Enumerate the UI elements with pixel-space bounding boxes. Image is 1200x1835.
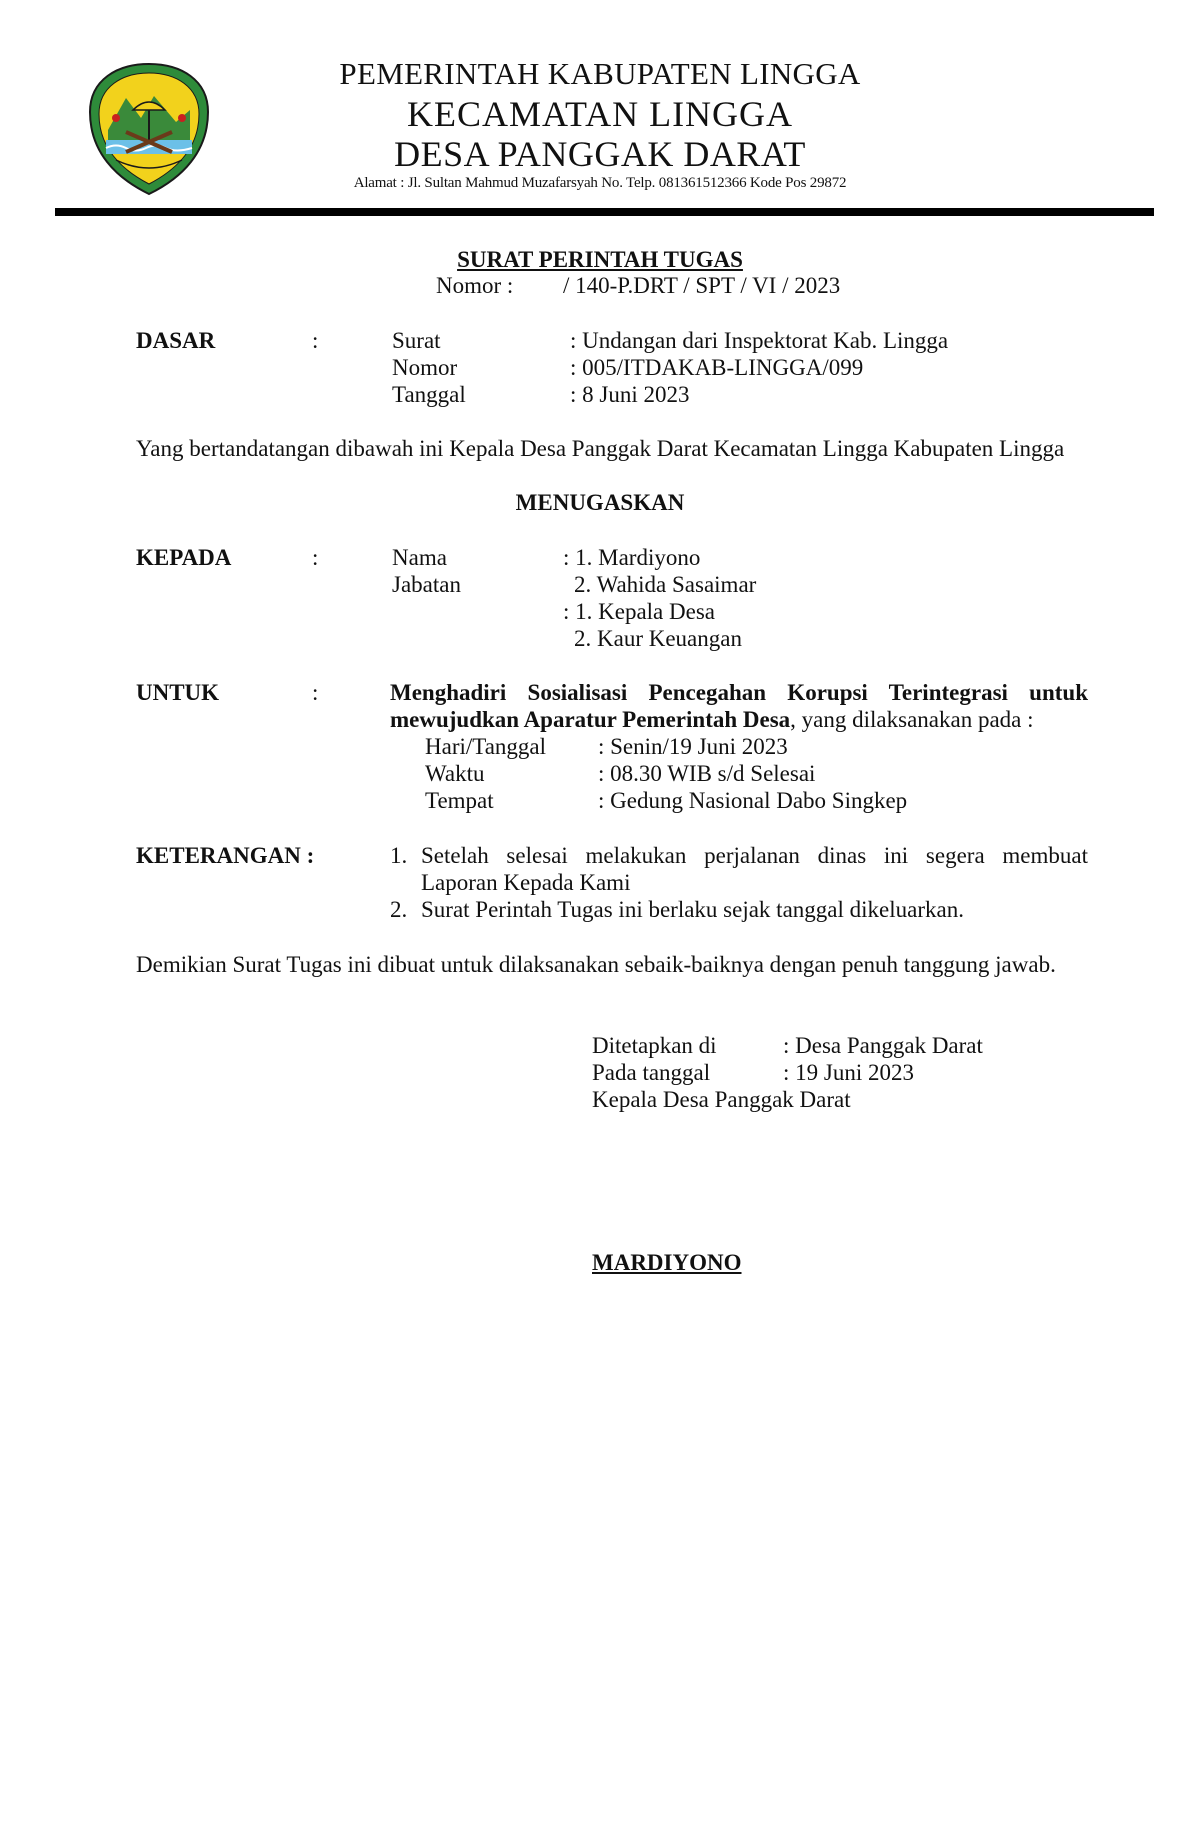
untuk-purpose-line1: Menghadiri Sosialisasi Pencegahan Korupsi Terintegrasi untuk <box>390 680 1088 705</box>
letterhead-government: PEMERINTAH KABUPATEN LINGGA <box>339 56 861 91</box>
document-title: SURAT PERINTAH TUGAS <box>457 247 743 272</box>
signer-position: Kepala Desa Panggak Darat <box>592 1087 851 1112</box>
signer-name: MARDIYONO <box>592 1250 742 1275</box>
closing-paragraph: Demikian Surat Tugas ini dibuat untuk dilaksanakan sebaik-baiknya dengan penuh tanggung jawab. <box>136 952 1056 977</box>
tanggal-key: Pada tanggal <box>592 1060 711 1085</box>
detail-value: : Gedung Nasional Dabo Singkep <box>598 788 908 813</box>
keterangan-number: 1. <box>390 843 408 868</box>
untuk-colon: : <box>312 680 319 705</box>
detail-value: : Senin/19 Juni 2023 <box>598 734 788 759</box>
dasar-key: Surat <box>392 328 441 353</box>
untuk-purpose-bold: mewujudkan Aparatur Pemerintah Desa <box>390 707 791 732</box>
dasar-key: Tanggal <box>392 382 466 407</box>
menugaskan-heading: MENUGASKAN <box>515 490 685 515</box>
jabatan-key: Jabatan <box>392 572 461 597</box>
ditetapkan-value: : Desa Panggak Darat <box>783 1033 983 1058</box>
intro-paragraph: Yang bertandatangan dibawah ini Kepala Desa Panggak Darat Kecamatan Lingga Kabupaten Lingga <box>136 436 1065 461</box>
letterhead-village: DESA PANGGAK DARAT <box>394 134 806 174</box>
ditetapkan-key: Ditetapkan di <box>592 1033 717 1058</box>
keterangan-item1-line2: Laporan Kepada Kami <box>421 870 631 895</box>
letterhead-divider <box>55 208 1154 216</box>
detail-key: Waktu <box>425 761 485 786</box>
kepada-label: KEPADA <box>136 545 232 570</box>
dasar-value: : Undangan dari Inspektorat Kab. Lingga <box>570 328 949 353</box>
kepada-line: : 1. Mardiyono <box>563 545 701 570</box>
dasar-key: Nomor <box>392 355 458 380</box>
tanggal-value: : 19 Juni 2023 <box>783 1060 914 1085</box>
keterangan-number: 2. <box>390 897 408 922</box>
keterangan-item1-line1: Setelah selesai melakukan perjalanan dinas ini segera membuat <box>421 843 1088 868</box>
kepada-colon: : <box>312 545 319 570</box>
dasar-value: : 8 Juni 2023 <box>570 382 690 407</box>
detail-value: : 08.30 WIB s/d Selesai <box>598 761 816 786</box>
detail-key: Tempat <box>425 788 494 813</box>
kepada-line: 2. Wahida Sasaimar <box>574 572 757 597</box>
dasar-colon: : <box>312 328 319 353</box>
dasar-label: DASAR <box>136 328 216 353</box>
nomor-label: Nomor : <box>436 273 514 298</box>
nomor-value: / 140-P.DRT / SPT / VI / 2023 <box>563 273 841 298</box>
keterangan-item2: Surat Perintah Tugas ini berlaku sejak tanggal dikeluarkan. <box>421 897 964 922</box>
untuk-purpose-rest: , yang dilaksanakan pada : <box>790 707 1034 732</box>
untuk-label: UNTUK <box>136 680 220 705</box>
kepada-line: : 1. Kepala Desa <box>563 599 715 624</box>
detail-key: Hari/Tanggal <box>425 734 547 759</box>
nama-key: Nama <box>392 545 447 570</box>
letterhead-address: Alamat : Jl. Sultan Mahmud Muzafarsyah No. Telp. 081361512366 Kode Pos 29872 <box>353 175 847 191</box>
letterhead-district: KECAMATAN LINGGA <box>406 94 794 134</box>
dasar-value: : 005/ITDAKAB-LINGGA/099 <box>570 355 864 380</box>
untuk-purpose-line2 <box>390 706 1034 733</box>
regency-crest-icon <box>86 60 212 198</box>
kepada-line: 2. Kaur Keuangan <box>574 626 742 651</box>
keterangan-label: KETERANGAN : <box>136 843 315 868</box>
